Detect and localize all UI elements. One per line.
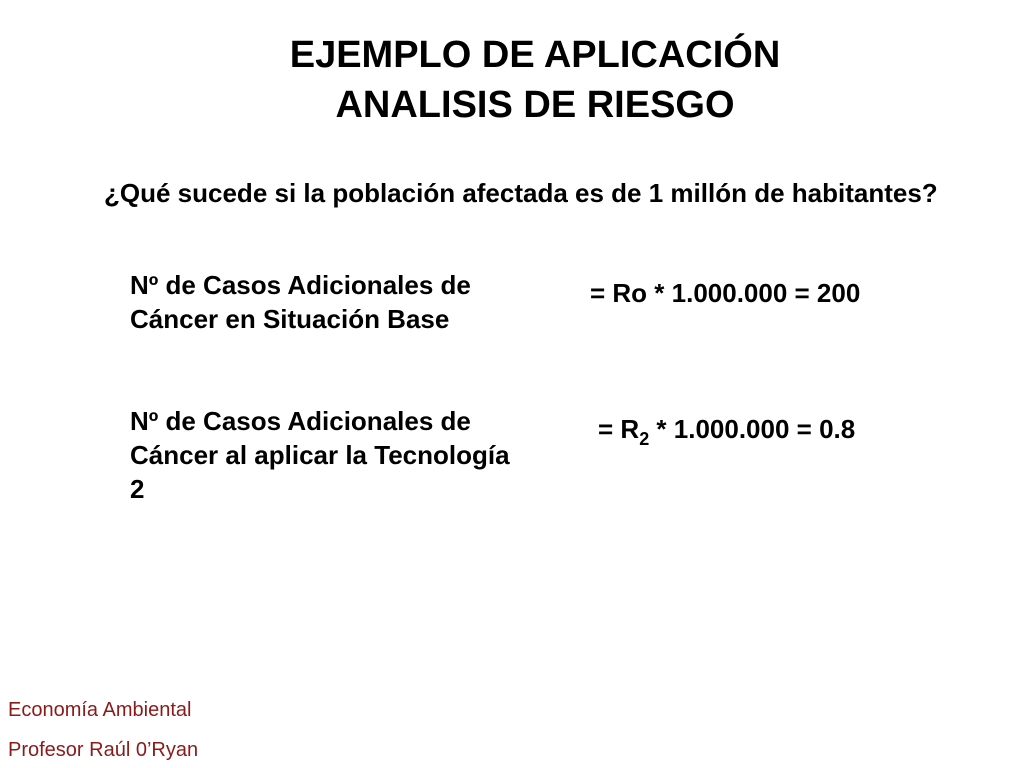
formula-subscript: 2 [639,429,650,449]
question-text: ¿Qué sucede si la población afectada es de 1 millón de habitantes? [104,178,938,208]
formula-suffix: * 1.000.000 = 0.8 [649,414,856,444]
footer-professor: Profesor Raúl 0’Ryan [8,739,199,761]
slide-title-line-2: ANALISIS DE RIESGO [335,84,735,126]
case-technology-2-label: Nº de Casos Adicionales de Cáncer al aplicar la Tecnología 2 [130,406,510,504]
case-technology-2-formula [598,412,856,449]
case-base-formula: = Ro * 1.000.000 = 200 [590,278,861,308]
slide-title [150,30,920,130]
formula-prefix: = R [598,414,640,444]
footer-course: Economía Ambiental [8,699,192,721]
slide-title-line-1: EJEMPLO DE APLICACIÓN [289,34,781,76]
case-base-label: Nº de Casos Adicionales de Cáncer en Situación Base [130,270,471,334]
